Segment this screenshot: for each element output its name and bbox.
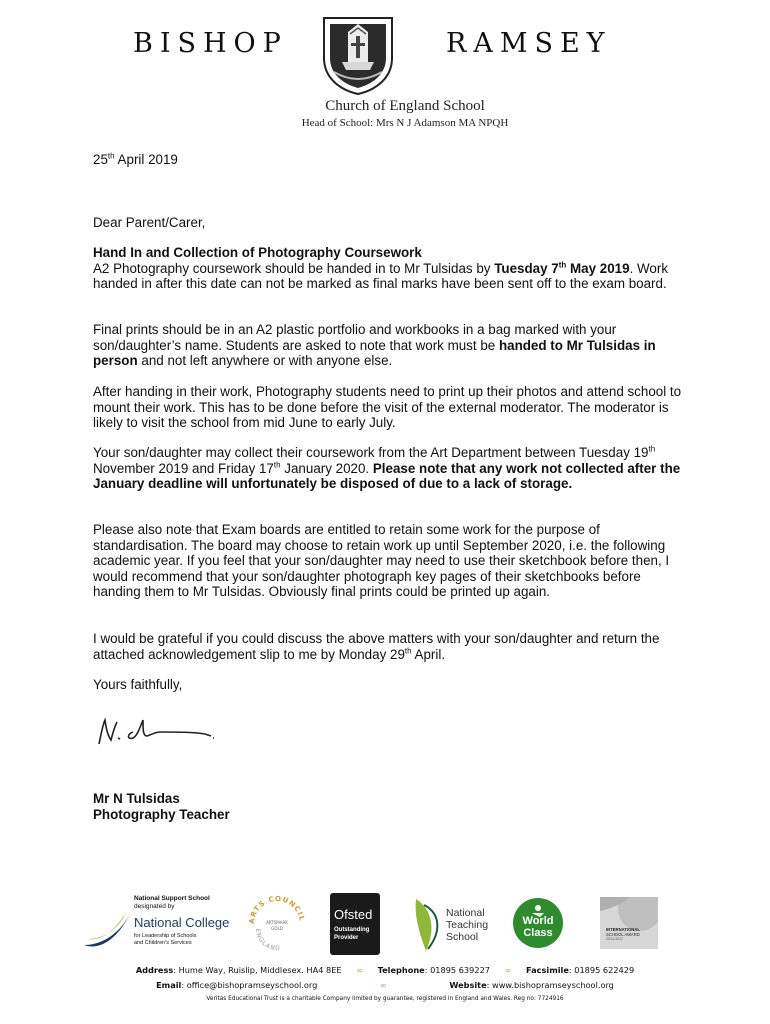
- facsimile-value: : 01895 622429: [568, 965, 635, 975]
- ofsted-logo: [330, 893, 380, 955]
- ack-text-b: April.: [411, 646, 446, 662]
- national-college-logo: [80, 893, 230, 955]
- wc-line1: World: [522, 915, 554, 927]
- isa-line1: INTERNATIONAL: [606, 927, 640, 932]
- footer-contact-line1: [0, 965, 770, 975]
- email-value: : office@bishopramseyschool.org: [181, 980, 318, 990]
- arts-arc-bottom: ENGLAND: [253, 928, 281, 953]
- facsimile-label: Facsimile: [526, 965, 569, 975]
- separator-icon: ∞: [379, 980, 387, 990]
- world-class-logo: [512, 893, 564, 955]
- isa-mark-icon: [600, 897, 658, 949]
- handin-text: [93, 261, 688, 292]
- collection-sup-a: th: [648, 444, 656, 454]
- brand-ramsey: RAMSEY: [446, 28, 612, 59]
- arts-mid2: GOLD: [271, 926, 283, 931]
- prints-emphasis: handed to Mr Tulsidas in person: [93, 337, 656, 369]
- paragraph-handin: [93, 245, 688, 292]
- separator-icon: ∞: [356, 965, 363, 975]
- nts-line2: Teaching: [446, 919, 489, 931]
- school-crest-icon: [320, 16, 396, 96]
- isa-line3: 2014-2017: [606, 937, 624, 941]
- teaching-school-logo: [410, 893, 500, 955]
- ofsted-line1: Outstanding: [334, 927, 370, 933]
- collection-text-b: November 2019 and Friday 17: [93, 460, 274, 476]
- nc-sub1: for Leadership of Schools: [134, 933, 197, 939]
- signer-name: Mr N Tulsidas: [93, 791, 180, 806]
- deadline-pre: Tuesday 7: [494, 260, 559, 276]
- nts-line3: School: [446, 931, 479, 943]
- date-suffix: th: [107, 151, 115, 161]
- paragraph-acknowledgement: [93, 631, 688, 662]
- isa-logo: [600, 893, 658, 955]
- closing: Yours faithfully,: [93, 677, 183, 692]
- handin-text-a: A2 Photography coursework should be handed in to Mr Tulsidas by: [93, 260, 495, 276]
- date-rest: April 2019: [114, 152, 178, 167]
- website-value: : www.bishopramseyschool.org: [486, 980, 614, 990]
- email-label: Email: [156, 980, 182, 990]
- ofsted-line2: Provider: [334, 935, 359, 941]
- arts-council-seal-icon: [246, 893, 308, 955]
- swoosh-icon: [80, 895, 140, 955]
- leaf-icon: [410, 895, 444, 953]
- address-label: Address: [135, 965, 174, 975]
- deadline-sup: th: [558, 260, 567, 270]
- collection-sup-b: th: [273, 460, 281, 470]
- address-value: : Hume Way, Ruislip, Middlesex. HA4 8EE: [173, 965, 342, 975]
- handin-text-c: . Work handed in after this date can not be marked as final marks have been sent off to the exam board.: [93, 260, 669, 292]
- nc-name: National College: [134, 915, 230, 930]
- brand-bishop: BISHOP: [133, 28, 288, 59]
- nc-line2: designated by: [134, 903, 175, 910]
- footer-legal: Veritas Educational Trust is a charitable Company limited by guarantee, registered in England and Wales. Reg no: 7724916: [206, 996, 564, 1002]
- salutation: Dear Parent/Carer,: [93, 215, 206, 230]
- arts-mid1: ARTSMARK: [266, 920, 288, 925]
- letter-subject: Hand In and Collection of Photography Coursework: [93, 245, 422, 260]
- signer-block: [93, 791, 688, 822]
- date-day: 25: [93, 152, 108, 167]
- deadline-post: May 2019: [566, 260, 630, 276]
- paragraph-collection: [93, 445, 688, 492]
- paragraph-mounting: After handing in their work, Photography students need to print up their photos and attend school to mount their work. This has to be done before the visit of the external moderator. The moderator is likely to visit the school from mid June to early July.: [93, 384, 682, 431]
- letter-date: [93, 152, 688, 168]
- handwritten-signature-icon: [93, 710, 223, 750]
- telephone-value: : 01895 639227: [424, 965, 490, 975]
- arts-council-logo: [246, 893, 308, 955]
- footer-contact-line2: [0, 980, 770, 990]
- ack-text-a: I would be grateful if you could discuss the above matters with your son/daughter and return the attached acknowledgement slip to me by Monday 29: [93, 631, 660, 662]
- telephone-label: Telephone: [377, 965, 425, 975]
- nc-sub2: and Children's Services: [134, 940, 192, 946]
- ack-sup: th: [404, 646, 412, 656]
- isa-line2: SCHOOL AWARD: [606, 932, 640, 937]
- paragraph-prints: [93, 322, 688, 369]
- school-name: Church of England School: [325, 98, 485, 114]
- ofsted-name: Ofsted: [334, 907, 373, 922]
- collection-text-a: Your son/daughter may collect their coursework from the Art Department between Tuesday 19: [93, 445, 649, 460]
- handin-deadline: [494, 261, 629, 276]
- website-label: Website: [449, 980, 487, 990]
- paragraph-exam-boards: Please also note that Exam boards are entitled to retain some work for the purpose of standardisation. The board may choose to retain work up until September 2020, i.e. the following academic year. If you feel that your son/daughter may need to use their sketchbook before then, I would recommend that your son/daughter photograph key pages of their sketchbooks before handing them to Mr Tulsidas. Obviously final prints could be printed up again.: [93, 522, 670, 600]
- prints-text-c: and not left anywhere or with anyone else.: [137, 353, 393, 369]
- nc-line1: National Support School: [134, 895, 210, 902]
- signer-title: Photography Teacher: [93, 806, 230, 822]
- prints-text-a: Final prints should be in an A2 plastic portfolio and workbooks in a bag marked with your son/daughter’s name. Students are asked to note that work must be: [93, 322, 617, 353]
- arts-arc-top: ARTS COUNCIL: [247, 894, 306, 925]
- head-of-school: Head of School: Mrs N J Adamson MA NPQH: [301, 117, 509, 129]
- accreditation-logos: [80, 893, 680, 955]
- nts-line1: National: [446, 907, 485, 919]
- wc-line2: Class: [523, 927, 553, 939]
- separator-icon: ∞: [504, 965, 512, 975]
- collection-warning: Please note that any work not collected after the January deadline will unfortunately be disposed of due to a lack of storage.: [93, 460, 681, 492]
- collection-text-c: January 2020.: [280, 460, 373, 476]
